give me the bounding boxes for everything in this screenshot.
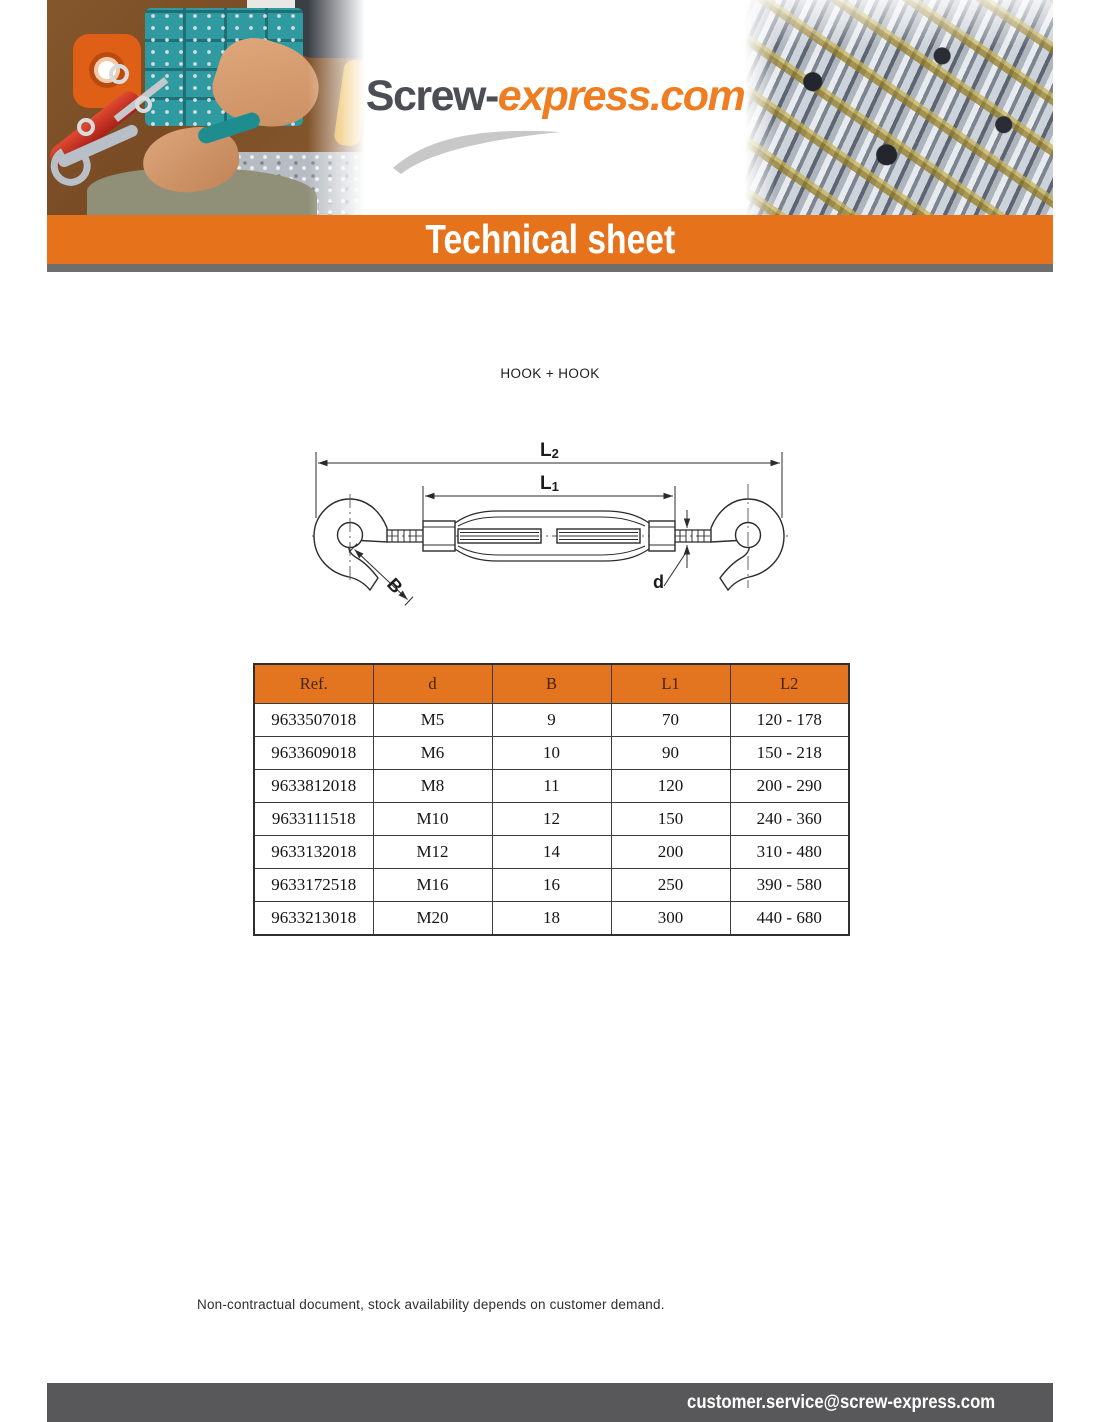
hand-shape	[205, 28, 330, 140]
cell-l1: 150	[611, 803, 730, 836]
column-header-ref: Ref.	[254, 664, 373, 704]
column-header-d: d	[373, 664, 492, 704]
table-row	[254, 704, 849, 737]
tape-measure-shape	[73, 34, 141, 108]
cell-ref: 9633132018	[254, 836, 373, 869]
column-header-b: B	[492, 664, 611, 704]
customer-service-email[interactable]: customer.service@screw-express.com	[686, 1391, 995, 1413]
table-row	[254, 737, 849, 770]
cell-l1: 70	[611, 704, 730, 737]
cell-b: 14	[492, 836, 611, 869]
logo-area	[365, 0, 745, 215]
wrench-shape	[56, 123, 139, 169]
cell-ref: 9633213018	[254, 902, 373, 936]
brand-logo-orange: express.com	[497, 72, 745, 120]
cell-d: M20	[373, 902, 492, 936]
turnbuckle-diagram	[306, 436, 798, 636]
cell-l1: 300	[611, 902, 730, 936]
hand-shape	[138, 120, 244, 200]
cell-d: M8	[373, 770, 492, 803]
washer-shape	[109, 64, 129, 84]
plier-grip-shape	[196, 111, 262, 146]
cell-l2: 240 - 360	[730, 803, 849, 836]
cell-l1: 120	[611, 770, 730, 803]
cell-d: M12	[373, 836, 492, 869]
cell-b: 18	[492, 902, 611, 936]
cell-b: 11	[492, 770, 611, 803]
brand-logo	[365, 72, 745, 121]
cell-ref: 9633609018	[254, 737, 373, 770]
dim-d-label: d	[653, 572, 664, 592]
cell-b: 12	[492, 803, 611, 836]
table-row	[254, 770, 849, 803]
cell-l1: 250	[611, 869, 730, 902]
bottom-bar	[47, 1383, 1053, 1422]
cell-d: M16	[373, 869, 492, 902]
logo-swoosh-icon	[387, 122, 567, 174]
disclaimer-note: Non-contractual document, stock availability depends on customer demand.	[197, 1297, 665, 1312]
cell-l2: 150 - 218	[730, 737, 849, 770]
cell-l2: 440 - 680	[730, 902, 849, 936]
cell-l2: 200 - 290	[730, 770, 849, 803]
column-header-l2: L2	[730, 664, 849, 704]
screw-organizer-shape	[145, 8, 303, 126]
cell-b: 10	[492, 737, 611, 770]
screw-tray-shape	[233, 152, 365, 215]
table-header-row	[254, 664, 849, 704]
dim-b-label: B	[383, 574, 407, 598]
table-row	[254, 869, 849, 902]
page-title: Technical sheet	[425, 216, 675, 262]
yellow-tool-shape	[333, 59, 365, 148]
drill-shape	[295, 0, 365, 58]
cell-l1: 200	[611, 836, 730, 869]
table-row	[254, 803, 849, 836]
cell-d: M5	[373, 704, 492, 737]
cell-d: M10	[373, 803, 492, 836]
cell-b: 16	[492, 869, 611, 902]
banner	[47, 215, 1053, 264]
column-header-l1: L1	[611, 664, 730, 704]
table-row	[254, 836, 849, 869]
spec-table	[253, 663, 850, 936]
pegboard-shape	[247, 0, 365, 46]
cell-b: 9	[492, 704, 611, 737]
cell-ref: 9633507018	[254, 704, 373, 737]
dim-l2-label: L2	[540, 440, 559, 461]
cell-l2: 120 - 178	[730, 704, 849, 737]
brand-logo-dark: Screw-	[365, 72, 498, 120]
dim-l1-label: L1	[540, 473, 559, 494]
cell-ref: 9633812018	[254, 770, 373, 803]
cell-l2: 310 - 480	[730, 836, 849, 869]
washer-shape	[77, 118, 95, 136]
product-label: HOOK + HOOK	[500, 366, 600, 381]
cell-l1: 90	[611, 737, 730, 770]
tools-photo	[47, 0, 365, 215]
cell-ref: 9633111518	[254, 803, 373, 836]
washer-shape	[135, 96, 152, 113]
cell-l2: 390 - 580	[730, 869, 849, 902]
sleeve-shape	[87, 168, 317, 215]
screws-photo	[745, 0, 1053, 215]
table-row	[254, 902, 849, 936]
cell-d: M6	[373, 737, 492, 770]
screwdriver-shaft-shape	[114, 77, 169, 122]
cell-ref: 9633172518	[254, 869, 373, 902]
screwdriver-shape	[47, 87, 144, 171]
divider-bar	[47, 264, 1053, 272]
